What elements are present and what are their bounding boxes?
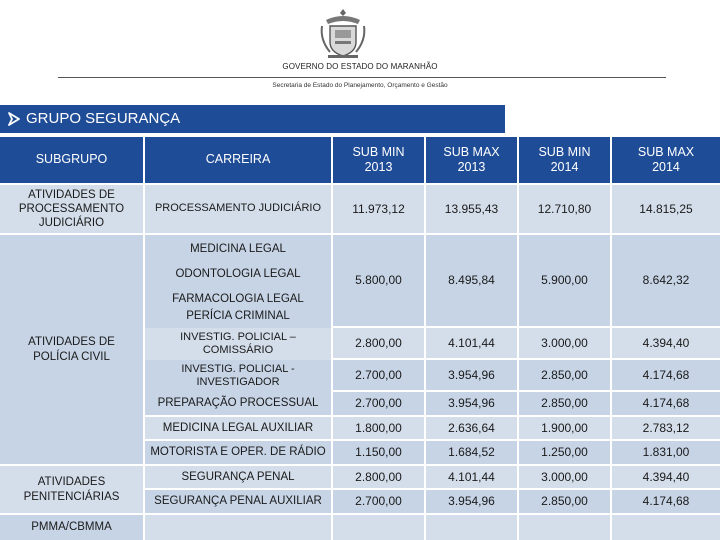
- career-investigador: INVESTIG. POLICIAL - INVESTIGADOR: [145, 360, 331, 392]
- value-cell: 2.636,64: [426, 417, 517, 439]
- value-cell: 4.174,68: [612, 392, 720, 415]
- government-title: GOVERNO DO ESTADO DO MARANHÃO: [282, 62, 438, 71]
- header-sub-max-2013: SUB MAX 2013: [426, 137, 517, 183]
- value-cell: 5.800,00: [333, 235, 424, 326]
- value-cell: 5.900,00: [519, 235, 610, 326]
- value-cell: 2.850,00: [519, 490, 610, 513]
- section-title: GRUPO SEGURANÇA: [26, 110, 181, 127]
- empty-cell: [519, 515, 610, 540]
- section-banner: [0, 105, 505, 133]
- career-pericia-criminal: PERÍCIA CRIMINAL: [186, 309, 290, 322]
- career-odontologia-legal: ODONTOLOGIA LEGAL: [175, 267, 301, 280]
- value-cell: 2.783,12: [612, 417, 720, 439]
- value-cell: 8.495,84: [426, 235, 517, 326]
- subgroup-policia-civil: ATIVIDADES DE POLÍCIA CIVIL: [0, 235, 143, 464]
- value-cell: 2.700,00: [333, 392, 424, 415]
- value-cell: 3.954,96: [426, 360, 517, 390]
- value-cell: 4.101,44: [426, 466, 517, 488]
- value-cell: 3.000,00: [519, 328, 610, 358]
- value-cell: 4.174,68: [612, 490, 720, 513]
- subgroup-pmma: PMMA/CBMMA: [0, 515, 143, 540]
- header-divider: [58, 77, 666, 78]
- value-cell: 2.850,00: [519, 360, 610, 390]
- value-cell: 12.710,80: [519, 185, 610, 233]
- career-medicina-legal-auxiliar: MEDICINA LEGAL AUXILIAR: [145, 417, 331, 439]
- state-crest-icon: [318, 6, 368, 60]
- value-cell: 4.394,40: [612, 328, 720, 358]
- value-cell: 1.150,00: [333, 441, 424, 464]
- career-seguranca-penal-auxiliar: SEGURANÇA PENAL AUXILIAR: [145, 490, 331, 513]
- header-career: CARREIRA: [145, 137, 331, 183]
- value-cell: 2.850,00: [519, 392, 610, 415]
- value-cell: 2.800,00: [333, 466, 424, 488]
- secretariat-subtitle: Secretaria de Estado do Planejamento, Orçamento e Gestão: [272, 82, 448, 89]
- value-cell: 2.800,00: [333, 328, 424, 358]
- career-medicina-legal: MEDICINA LEGAL: [190, 243, 286, 255]
- value-cell: 1.900,00: [519, 417, 610, 439]
- value-cell: 1.250,00: [519, 441, 610, 464]
- value-cell: 8.642,32: [612, 235, 720, 326]
- value-cell: 1.831,00: [612, 441, 720, 464]
- arrow-bullet-icon: [6, 111, 22, 127]
- value-cell: 13.955,43: [426, 185, 517, 233]
- empty-cell: [612, 515, 720, 540]
- career-seguranca-penal: SEGURANÇA PENAL: [145, 466, 331, 488]
- career-farmacologia-legal: FARMACOLOGIA LEGAL: [172, 292, 304, 305]
- value-cell: 4.101,44: [426, 328, 517, 358]
- subgroup-processamento: ATIVIDADES DE PROCESSAMENTO JUDICIÁRIO: [0, 185, 143, 233]
- value-cell: 1.800,00: [333, 417, 424, 439]
- career-comissario: INVESTIG. POLICIAL – COMISSÁRIO: [145, 328, 331, 360]
- value-cell: 4.394,40: [612, 466, 720, 488]
- career-processamento-judiciario: PROCESSAMENTO JUDICIÁRIO: [145, 185, 331, 233]
- career-motorista: MOTORISTA E OPER. DE RÁDIO: [145, 441, 331, 464]
- salary-table: [0, 137, 720, 540]
- header-sub-min-2014: SUB MIN 2014: [519, 137, 610, 183]
- header-subgroup: SUBGRUPO: [0, 137, 143, 183]
- header-sub-max-2014: SUB MAX 2014: [612, 137, 720, 183]
- subgroup-penitenciarias: ATIVIDADES PENITENCIÁRIAS: [0, 466, 143, 513]
- value-cell: 1.684,52: [426, 441, 517, 464]
- career-preparacao-processual: PREPARAÇÃO PROCESSUAL: [145, 392, 331, 415]
- career-pmma-empty: [145, 515, 331, 540]
- value-cell: 4.174,68: [612, 360, 720, 390]
- empty-cell: [333, 515, 424, 540]
- value-cell: 14.815,25: [612, 185, 720, 233]
- empty-cell: [426, 515, 517, 540]
- value-cell: 3.954,96: [426, 392, 517, 415]
- value-cell: 3.000,00: [519, 466, 610, 488]
- header-sub-min-2013: SUB MIN 2013: [333, 137, 424, 183]
- value-cell: 11.973,12: [333, 185, 424, 233]
- value-cell: 3.954,96: [426, 490, 517, 513]
- value-cell: 2.700,00: [333, 360, 424, 390]
- value-cell: 2.700,00: [333, 490, 424, 513]
